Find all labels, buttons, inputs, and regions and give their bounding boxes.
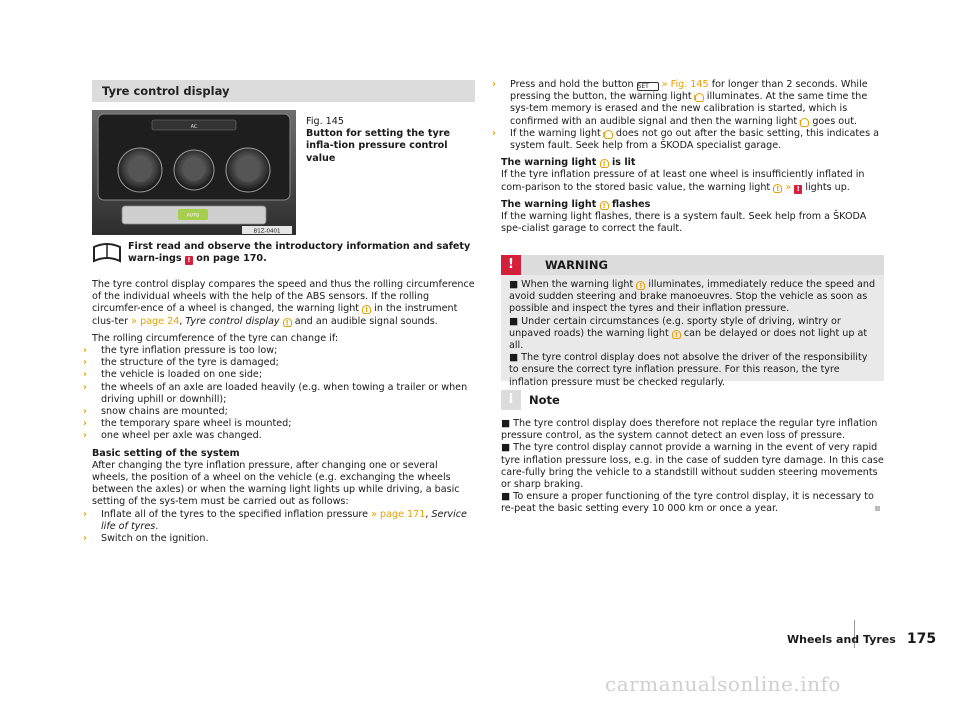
- tyre-warning-icon: !: [600, 159, 609, 168]
- figure-code: B1Z-0401: [253, 228, 281, 235]
- tyre-warning-icon: !: [672, 330, 681, 339]
- list-item: › Switch on the ignition.: [83, 533, 209, 545]
- warning-item: ■ When the warning light ! illuminates, immediately reduce the speed and avoid sudden steering and brake manoeuvres. Stop the vehicle as soon as possible and inspect the tyres and their inflation pressure.: [509, 279, 876, 315]
- note-item: ■ The tyre control display cannot provide a warning in the event of very rapid tyre inflation pressure loss, e.g. in the case of sudden tyre damage. In this case care-fully bring the vehicle to a standstill without sudden steering movements or sharp braking.: [501, 442, 884, 491]
- page-link[interactable]: » page 24: [131, 315, 180, 327]
- lit-heading: The warning light ! is lit: [501, 157, 636, 169]
- tyre-set-button-icon: SET: [637, 82, 659, 91]
- warning-box: [501, 255, 884, 388]
- figure-caption-text: Button for setting the tyre infla-tion pressure control value: [306, 128, 450, 164]
- tyre-warning-icon: !: [604, 130, 613, 139]
- page-number: 175: [906, 631, 937, 647]
- warning-icon: !: [501, 255, 521, 275]
- svg-text:AC: AC: [190, 124, 198, 130]
- page-footer: [787, 628, 936, 647]
- tyre-warning-icon: !: [800, 118, 809, 127]
- book-icon: [92, 241, 122, 263]
- lit-paragraph: If the tyre inflation pressure of at least one wheel is insufficiently inflated in com-parison to the stored basic value, the warning light ! » ! lights up.: [501, 169, 865, 193]
- climate-panel-illustration: [92, 110, 296, 235]
- right-column: [492, 79, 886, 235]
- tyre-warning-icon: !: [600, 201, 609, 210]
- info-icon: i: [501, 390, 521, 410]
- flash-heading: The warning light ! flashes: [501, 198, 651, 210]
- warning-title: WARNING: [545, 258, 608, 272]
- warning-header: [501, 255, 884, 275]
- tyre-warning-icon: !: [773, 184, 782, 193]
- end-of-section-mark: [875, 506, 880, 511]
- note-item: ■ To ensure a proper functioning of the tyre control display, it is necessary to re-peat the basic setting every 10 000 km or once a year.: [501, 491, 874, 515]
- flash-paragraph: If the warning light flashes, there is a system fault. Seek help from a ŠKODA spe-cialist garage to correct the fault.: [501, 211, 867, 235]
- list-item: › the vehicle is loaded on one side;: [83, 369, 263, 381]
- svg-text:AUTO: AUTO: [186, 213, 200, 219]
- watermark: carmanualsonline.info: [605, 672, 841, 696]
- section-header: [92, 80, 475, 102]
- list-item: › the temporary spare wheel is mounted;: [83, 418, 292, 430]
- list-item: › one wheel per axle was changed.: [83, 430, 262, 442]
- list-item: › If the warning light ! does not go out after the basic setting, this indicates a system fault. Seek help from a ŠKODA specialist garage.: [492, 127, 880, 152]
- list-item: › snow chains are mounted;: [83, 406, 228, 418]
- tyre-warning-icon: !: [283, 318, 292, 327]
- figure-image: [92, 110, 296, 235]
- figure-link[interactable]: » Fig. 145: [661, 79, 709, 90]
- list-item: › Inflate all of the tyres to the specified inflation pressure » page 171, Service life of tyres.: [83, 508, 467, 532]
- intro-lead: The rolling circumference of the tyre can change if:: [92, 332, 339, 344]
- note-title: Note: [529, 393, 560, 407]
- section-title: Tyre control display: [102, 84, 230, 98]
- list-item: › the tyre inflation pressure is too low;: [83, 345, 278, 357]
- list-item: › the structure of the tyre is damaged;: [83, 357, 279, 369]
- basic-setting-paragraph: After changing the tyre inflation pressure, after changing one or several wheels, the position of a wheel on the vehicle (e.g. exchanging the wheels between the axles) or when the warning light lights up while driving, a basic setting of the sys-tem must be carried out as follows:: [92, 459, 460, 508]
- figure-caption: [306, 116, 466, 165]
- warning-icon: !: [185, 256, 193, 265]
- footer-section: Wheels and Tyres: [787, 633, 896, 646]
- left-column: [83, 279, 477, 545]
- page-link[interactable]: » page 171: [371, 508, 426, 520]
- list-item: › the wheels of an axle are loaded heavily (e.g. when towing a trailer or when driving uphill or downhill);: [83, 381, 468, 405]
- intro-paragraph: The tyre control display compares the speed and thus the rolling circumference of the individual wheels with the help of the ABS sensors. If the rolling circumfer-ence of a wheel is changed, the warning light ! in the instrument clus-ter » page 24, Tyre control display ! and an audible signal sounds.: [92, 279, 475, 327]
- warning-item: ■ The tyre control display does not absolve the driver of the responsibility to ensure the correct tyre inflation pressure. For this reason, the tyre inflation pressure must be checked regularly.: [509, 352, 868, 388]
- note-item: ■ The tyre control display does therefore not replace the regular tyre inflation pressure control, as the system cannot detect an even loss of pressure.: [501, 418, 878, 442]
- tyre-warning-icon: !: [362, 305, 371, 314]
- tyre-warning-icon: !: [695, 93, 704, 102]
- basic-setting-heading: Basic setting of the system: [92, 447, 240, 459]
- figure-number: Fig. 145: [306, 116, 344, 127]
- tyre-warning-icon: !: [636, 281, 645, 290]
- list-item: › Press and hold the button SET » Fig. 145 for longer than 2 seconds. While pressing the button, the warning light ! illuminates. At the same time the sys-tem memory is erased and the new calibration is started, which is confirmed with an audible signal and then the warning light ! goes out.: [492, 79, 868, 127]
- warning-item: ■ Under certain circumstances (e.g. sporty style of driving, wintry or unpaved roads) the warning light ! can be delayed or does not light up at all.: [509, 315, 868, 352]
- warning-icon: !: [794, 185, 802, 194]
